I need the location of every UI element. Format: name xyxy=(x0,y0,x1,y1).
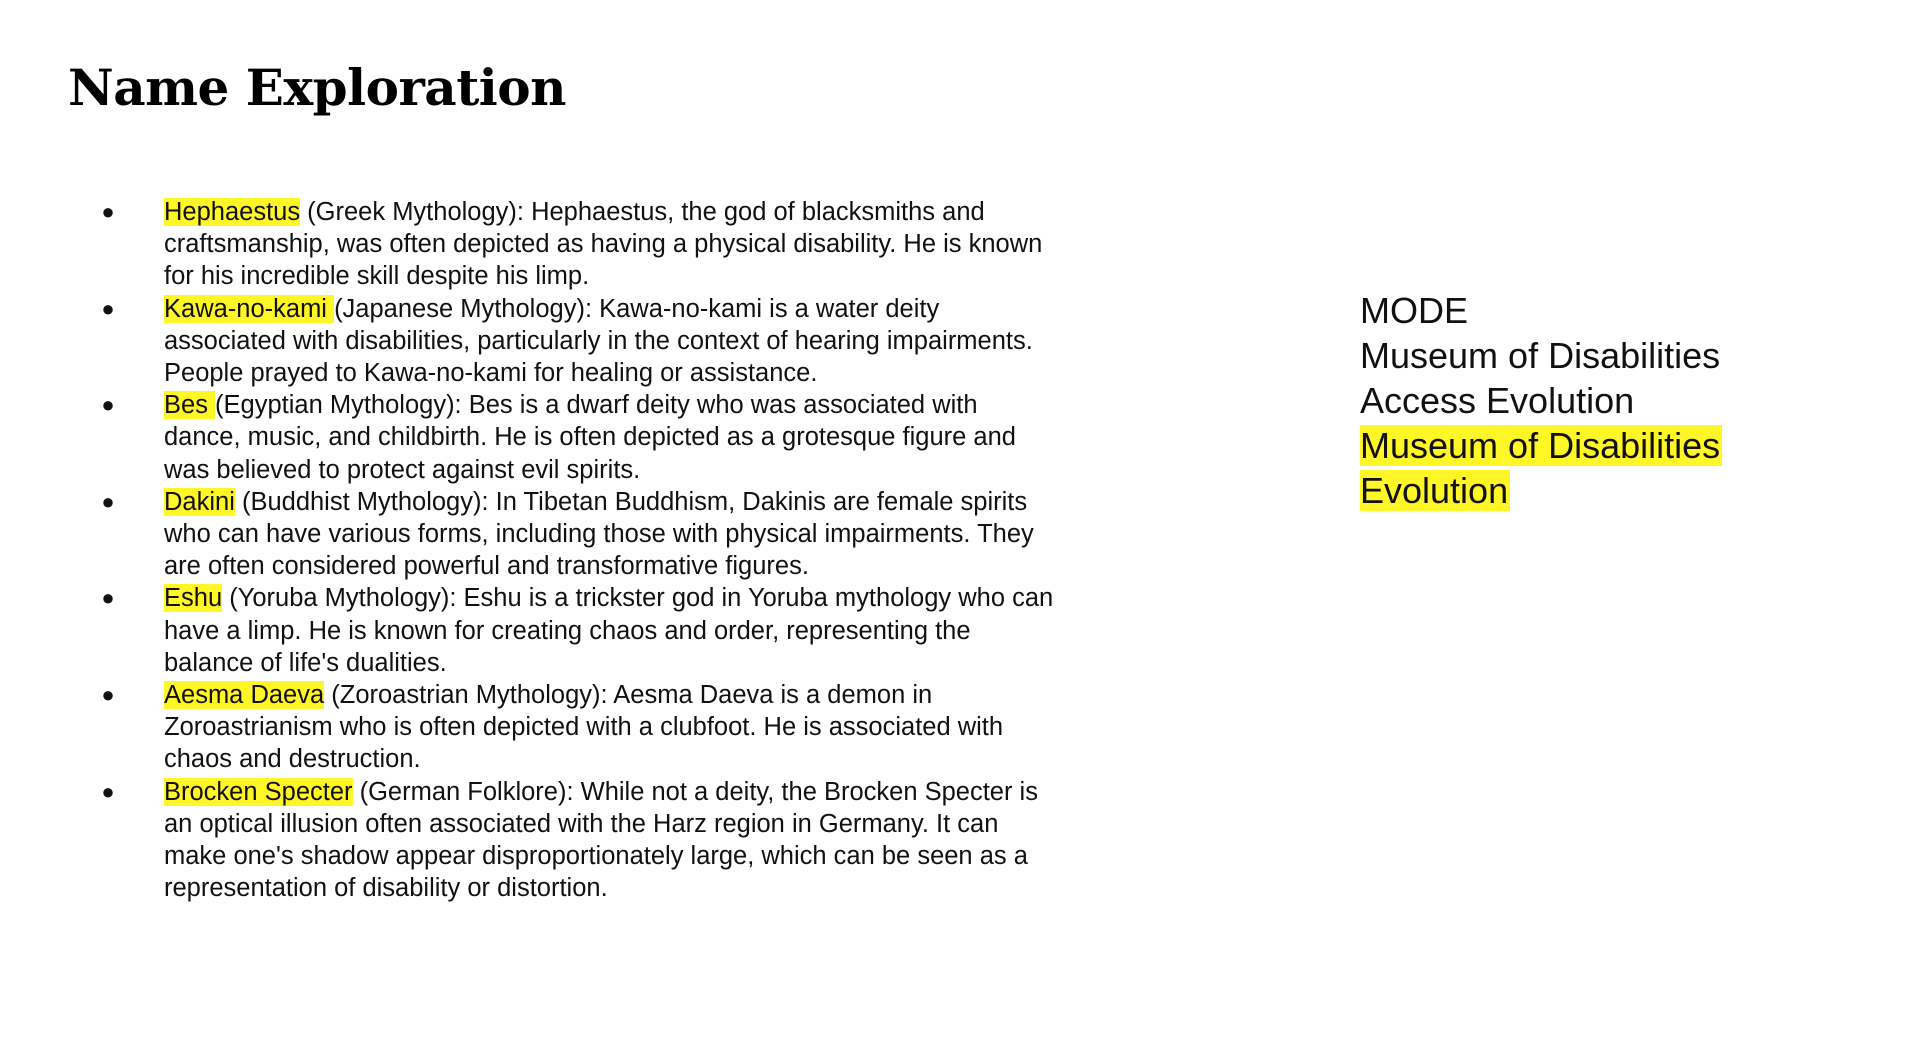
highlighted-name: Brocken Specter xyxy=(164,777,353,806)
list-item xyxy=(96,486,1056,583)
list-item xyxy=(96,196,1056,293)
bullet-icon: ● xyxy=(101,295,115,321)
bullet-icon: ● xyxy=(101,199,115,224)
highlighted-name: Hephaestus xyxy=(164,198,301,226)
entry-description: (Buddhist Mythology): In Tibetan Buddhism, Dakinis are female spirits who can have various forms, including those with physical impairments. They are often considered powerful and transformative figures. xyxy=(164,487,1034,581)
highlighted-candidate: Evolution xyxy=(1360,470,1509,511)
entry-description: (Zoroastrian Mythology): Aesma Daeva is a demon in Zoroastrianism who is often depicted with a clubfoot. He is associated with chaos and destruction. xyxy=(164,681,1004,774)
entry-description: (Greek Mythology): Hephaestus, the god of blacksmiths and craftsmanship, was often depicted as having a physical disability. He is known for his incredible skill despite his limp. xyxy=(164,198,1043,291)
bullet-icon: ● xyxy=(101,585,115,611)
entry-description: (Egyptian Mythology): Bes is a dwarf deity who was associated with dance, music, and childbirth. He is often depicted as a grotesque figure and was believed to protect against evil spirits. xyxy=(164,391,1016,484)
page-title: Name Exploration xyxy=(68,58,566,117)
entry-description: (German Folklore): While not a deity, the Brocken Specter is an optical illusion often associated with the Harz region in Germany. It can make one's shadow appear disproportionately large, which can be seen as a representation of disability or distortion. xyxy=(164,777,1038,903)
list-item xyxy=(96,389,1056,486)
candidate-line-highlighted xyxy=(1360,468,1722,513)
candidate-line: MODE xyxy=(1360,290,1468,331)
candidate-line-highlighted xyxy=(1360,423,1722,468)
highlighted-name: Aesma Daeva xyxy=(164,681,325,710)
bullet-icon: ● xyxy=(101,682,115,708)
highlighted-candidate: Museum of Disabilities xyxy=(1360,425,1721,466)
name-list xyxy=(96,196,1056,904)
highlighted-name: Dakini xyxy=(164,487,235,516)
list-item xyxy=(96,293,1056,390)
list-item xyxy=(96,679,1056,776)
list-item xyxy=(96,582,1056,679)
bullet-icon: ● xyxy=(101,778,115,804)
candidate-line: Access Evolution xyxy=(1360,380,1635,421)
candidate-line: Museum of Disabilities xyxy=(1360,335,1721,376)
bullet-icon: ● xyxy=(101,392,115,418)
highlighted-name: Bes xyxy=(164,391,216,420)
entry-description: (Japanese Mythology): Kawa-no-kami is a water deity associated with disabilities, particularly in the context of hearing impairments. People prayed to Kawa-no-kami for healing or assistance. xyxy=(164,294,1033,388)
highlighted-name: Eshu xyxy=(164,584,223,613)
highlighted-name: Kawa-no-kami xyxy=(164,294,335,323)
name-candidates xyxy=(1360,288,1722,513)
entry-description: (Yoruba Mythology): Eshu is a trickster god in Yoruba mythology who can have a limp. He is known for creating chaos and order, representing the balance of life's dualities. xyxy=(164,584,1054,677)
bullet-icon: ● xyxy=(101,488,115,514)
list-item xyxy=(96,776,1056,905)
